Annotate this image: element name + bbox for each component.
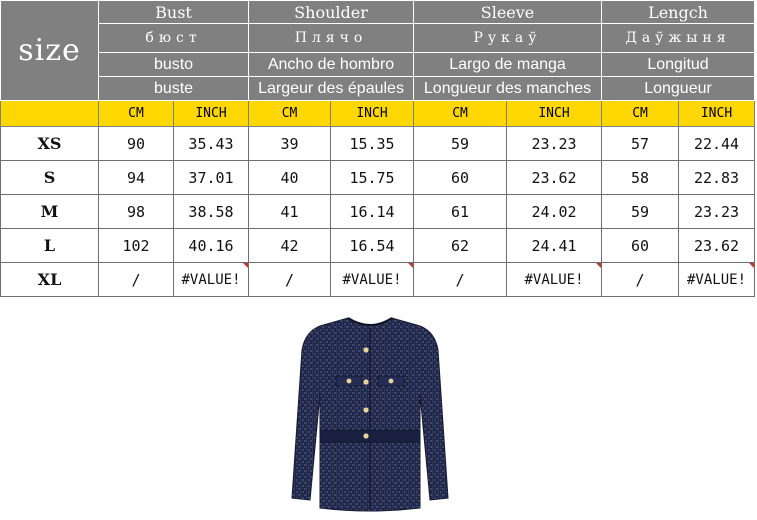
- size-label: S: [1, 161, 99, 195]
- data-cell: 15.75: [331, 161, 414, 195]
- data-cell: 38.58: [174, 195, 249, 229]
- button: [389, 379, 394, 384]
- data-cell: 16.54: [331, 229, 414, 263]
- bust-header-ru: бюст: [99, 24, 249, 53]
- unit-row: [1, 101, 755, 127]
- data-cell: 16.14: [331, 195, 414, 229]
- error-cell: #VALUE!: [679, 263, 755, 297]
- data-cell: 23.62: [507, 161, 602, 195]
- data-cell: 15.35: [331, 127, 414, 161]
- bust-header-fr: buste: [99, 77, 249, 101]
- data-cell: /: [602, 263, 679, 297]
- header-row-spanish: [1, 53, 755, 77]
- size-row-l: [1, 229, 755, 263]
- button: [363, 347, 368, 352]
- shoulder-header-fr: Largeur des épaules: [249, 77, 414, 101]
- data-cell: 60: [602, 229, 679, 263]
- shoulder-header-en: Shoulder: [249, 1, 414, 24]
- data-cell: 57: [602, 127, 679, 161]
- data-cell: /: [414, 263, 507, 297]
- data-cell: 59: [414, 127, 507, 161]
- data-cell: 23.23: [679, 195, 755, 229]
- size-header: size: [1, 1, 99, 101]
- unit-cell: INCH: [507, 101, 602, 127]
- data-cell: 90: [99, 127, 174, 161]
- data-cell: 39: [249, 127, 331, 161]
- length-header-ru: Даўжыня: [602, 24, 755, 53]
- data-cell: 60: [414, 161, 507, 195]
- unit-cell: CM: [414, 101, 507, 127]
- waist-belt: [320, 430, 420, 442]
- button: [363, 379, 368, 384]
- length-header-fr: Longueur: [602, 77, 755, 101]
- data-cell: 22.44: [679, 127, 755, 161]
- length-header-es: Longitud: [602, 53, 755, 77]
- data-cell: 24.41: [507, 229, 602, 263]
- sleeve-header-fr: Longueur des manches: [414, 77, 602, 101]
- size-row-xl: [1, 263, 755, 297]
- error-cell: #VALUE!: [507, 263, 602, 297]
- data-cell: 23.62: [679, 229, 755, 263]
- data-cell: /: [249, 263, 331, 297]
- shoulder-header-es: Ancho de hombro: [249, 53, 414, 77]
- size-row-m: [1, 195, 755, 229]
- length-header-en: Lengch: [602, 1, 755, 24]
- bust-header-es: busto: [99, 53, 249, 77]
- button: [363, 433, 368, 438]
- unit-corner: [1, 101, 99, 127]
- data-cell: 102: [99, 229, 174, 263]
- data-cell: 62: [414, 229, 507, 263]
- unit-cell: INCH: [331, 101, 414, 127]
- unit-cell: CM: [602, 101, 679, 127]
- sleeve-header-en: Sleeve: [414, 1, 602, 24]
- shoulder-header-ru: Плячо: [249, 24, 414, 53]
- header-row-english: [1, 1, 755, 24]
- unit-cell: INCH: [174, 101, 249, 127]
- jacket-product-image: [270, 310, 470, 515]
- data-cell: 37.01: [174, 161, 249, 195]
- data-cell: 94: [99, 161, 174, 195]
- button: [347, 379, 352, 384]
- unit-cell: CM: [249, 101, 331, 127]
- data-cell: 61: [414, 195, 507, 229]
- data-cell: 22.83: [679, 161, 755, 195]
- data-cell: 59: [602, 195, 679, 229]
- unit-cell: CM: [99, 101, 174, 127]
- size-label: XL: [1, 263, 99, 297]
- sleeve-header-ru: Рукаў: [414, 24, 602, 53]
- size-label: XS: [1, 127, 99, 161]
- button: [363, 407, 368, 412]
- data-cell: 40: [249, 161, 331, 195]
- size-label: L: [1, 229, 99, 263]
- size-label: M: [1, 195, 99, 229]
- data-cell: /: [99, 263, 174, 297]
- data-cell: 42: [249, 229, 331, 263]
- unit-cell: INCH: [679, 101, 755, 127]
- size-row-s: [1, 161, 755, 195]
- data-cell: 35.43: [174, 127, 249, 161]
- data-cell: 58: [602, 161, 679, 195]
- jacket-illustration: [270, 310, 470, 515]
- header-row-belarusian: [1, 24, 755, 53]
- sleeve-header-es: Largo de manga: [414, 53, 602, 77]
- data-cell: 41: [249, 195, 331, 229]
- size-row-xs: [1, 127, 755, 161]
- data-cell: 40.16: [174, 229, 249, 263]
- error-cell: #VALUE!: [174, 263, 249, 297]
- header-row-french: [1, 77, 755, 101]
- data-cell: 98: [99, 195, 174, 229]
- bust-header-en: Bust: [99, 1, 249, 24]
- data-cell: 24.02: [507, 195, 602, 229]
- error-cell: #VALUE!: [331, 263, 414, 297]
- data-cell: 23.23: [507, 127, 602, 161]
